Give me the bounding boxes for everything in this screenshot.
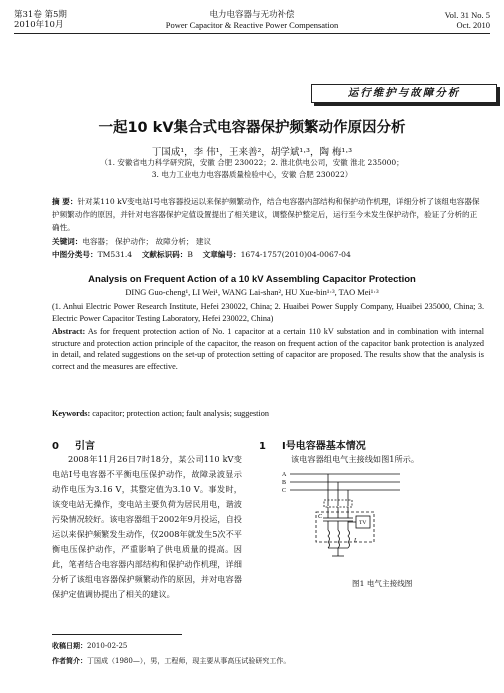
keywords-cn <box>52 236 484 247</box>
intro-paragraph: 2008年11月26日7时18分，某公司110 kV变电站Ⅰ号电容器不平衡电压保护动作，故障录波显示动作电压为3.16 V，其整定值为3.10 V。事发时，该变电站无操作，变电站主要负荷为居民用电，谐波污染情况较好。该电容器组于2002年9月投运，自投运以来保护频繁发生动作，仅2008年就发生5次不平衡电压保护动作，严重影响了供电质量的提高。因此，笔者结合电容器内部结构和保护动作机理，详细分析了该组电容器保护频繁动作的原因，并对电容器保护定值调协提出了相关的建议。 <box>52 454 242 599</box>
author-bio <box>52 656 290 666</box>
bus-b-label: B <box>282 480 287 486</box>
affiliation-line: 3. 电力工业电力电容器质量检验中心，安徽 合肥 230022） <box>151 170 353 179</box>
paper-title: 一起10 kV集合式电容器保护频繁动作原因分析 <box>98 120 406 136</box>
footnote-rule <box>52 634 182 635</box>
article-no-label: 文章编号： <box>202 250 241 259</box>
english-abstract-label: Abstract: <box>52 327 86 336</box>
english-keywords-label: Keywords: <box>52 409 91 418</box>
bus-a-label: A <box>282 472 287 478</box>
header-rule <box>14 33 490 34</box>
volume-en: Vol. 31 No. 5 <box>444 10 490 20</box>
journal-issue <box>14 10 67 30</box>
received-label: 收稿日期： <box>52 641 87 650</box>
capacitor-bank-enclosure <box>316 512 374 542</box>
keywords-cn-label: 关键词： <box>52 237 83 246</box>
affiliation-line: （1. 安徽省电力科学研究院，安徽 合肥 230022；2. 淮北供电公司，安徽 淮北 235000； <box>100 158 404 167</box>
section-number: 0 <box>52 441 59 452</box>
journal-name-en: Power Capacitor & Reactive Power Compensation <box>165 20 339 30</box>
section-number: 1 <box>259 441 266 452</box>
journal-name-cn: 电力电容器与无功补偿 <box>209 10 295 20</box>
date-en: Oct. 2010 <box>456 20 490 30</box>
english-abstract <box>52 326 484 372</box>
received-value: 2010-02-25 <box>87 642 128 650</box>
issue-date: 2010年10月 <box>14 20 64 30</box>
clc-value: TM531.4 <box>97 250 133 259</box>
doc-code-label: 文献标识码： <box>141 250 188 259</box>
author-list: 丁国成¹，李 伟¹，王来善²，胡学斌¹·³，陶 梅¹·³ <box>151 147 353 158</box>
abstract-cn-text: 针对某110 kV变电站Ⅰ号电容器投运以来保护频繁动作，结合电容器内部结构和保护动作机理，详细分析了该组电容器保护频繁动作的原因，并针对电容器保护定值设置提出了相关建议，调整保护整定后，运行至今未发生保护动作，验证了分析的正确性。 <box>52 197 480 233</box>
section-title: 引言 <box>74 441 95 452</box>
column-label: 运行维护与故障分析 <box>311 84 497 103</box>
doc-code-value: B <box>187 250 193 259</box>
inductor-coil <box>328 530 330 548</box>
wiring-diagram <box>282 466 402 574</box>
bus-c-label: C <box>282 488 287 494</box>
basics-paragraph: 该电容器组电气主接线如图1所示。 <box>291 454 420 464</box>
english-abstract-text: As for frequent protection action of No. 1 capacitor at a certain 110 kV substation and in combination with internal structure and protection action principle of the capacitor, the reason on frequent action of the capacitor bank protection is analyzed in detail, and related suggestions on the set-up of protection setting of capacitor are proposed. The results show that the analysis is correct and the measures are effective. <box>52 327 484 371</box>
tv-label: TV <box>359 520 367 526</box>
affiliations <box>40 157 464 181</box>
abstract-cn <box>52 195 484 235</box>
capacitor-label: C <box>318 514 323 520</box>
volume-issue: 第31卷 第5期 <box>14 10 67 20</box>
journal-volume-en <box>445 10 490 30</box>
english-authors: DING Guo-cheng¹, LI Wei¹, WANG Lai-shan², HU Xue-bin¹·³, TAO Mei¹·³ <box>125 288 379 297</box>
inductor-label: L <box>354 538 358 544</box>
figure-caption: 图1 电气主接线图 <box>352 579 413 588</box>
journal-name <box>150 10 354 30</box>
keywords-cn-text: 电容器； 保护动作； 故障分析； 建议 <box>82 237 212 246</box>
author-bio-label: 作者简介： <box>52 656 87 665</box>
section-title: Ⅰ号电容器基本情况 <box>281 441 366 452</box>
abstract-cn-label: 摘 要： <box>52 197 78 206</box>
english-title: Analysis on Frequent Action of a 10 kV Assembling Capacitor Protection <box>88 274 416 285</box>
english-keywords <box>52 409 484 418</box>
english-affiliation: (1. Anhui Electric Power Research Institute, Hefei 230022, China; 2. Huaibei Power Supply Company, Huaibei 235000, China; 3. Electric Power Capacitor Testing Laboratory, Hefei 230022, China) <box>52 302 484 323</box>
section-heading-intro <box>52 437 95 452</box>
inductor-coil <box>338 530 340 548</box>
section-heading-basics <box>259 437 366 452</box>
english-keywords-text: capacitor; protection action; fault analysis; suggestion <box>92 409 269 418</box>
author-bio-text: 丁国成（1980—），男，工程师，现主要从事高压试验研究工作。 <box>87 657 291 665</box>
article-no-value: 1674-1757(2010)04-0067-04 <box>240 250 351 259</box>
clc-label: 中图分类号： <box>52 250 98 259</box>
received-date <box>52 641 127 651</box>
classification-line <box>52 249 484 260</box>
inductor-coil <box>348 530 350 548</box>
